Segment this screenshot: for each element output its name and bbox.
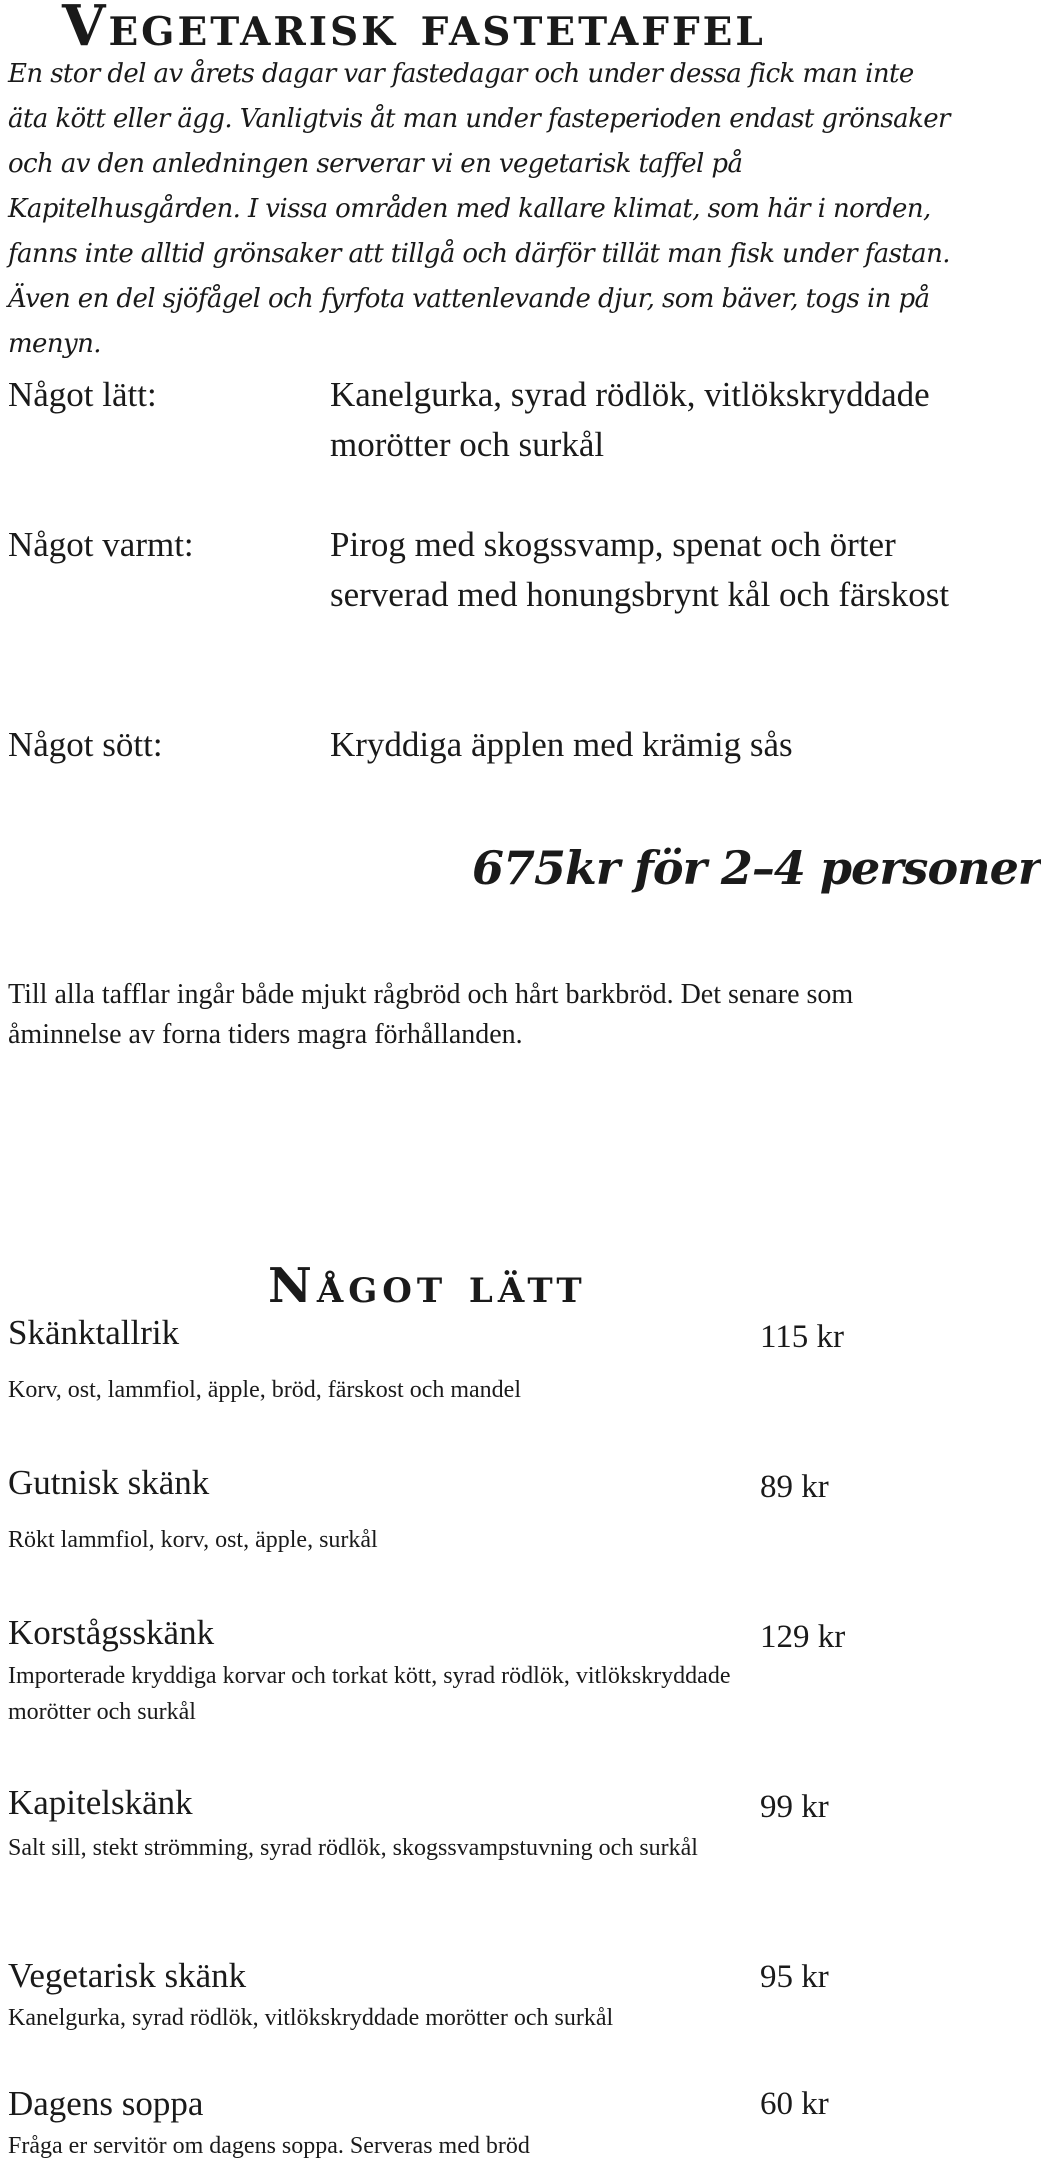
menu-item-description: Kanelgurka, syrad rödlök, vitlökskryddade morötter och surkål — [8, 2005, 614, 2031]
menu-item-name: Gutnisk skänk — [8, 1463, 210, 1502]
menu-item-price: 99 kr — [760, 1789, 829, 1825]
course-label-warm: Något varmt: — [8, 525, 194, 564]
menu-item-name: Dagens soppa — [8, 2084, 204, 2123]
page-title: Vegetarisk fastetaffel — [62, 0, 766, 59]
course-desc-sweet: Kryddiga äpplen med krämig sås — [330, 725, 793, 764]
menu-item-name: Kapitelskänk — [8, 1783, 193, 1822]
menu-item-price: 89 kr — [760, 1469, 829, 1505]
course-label-sweet: Något sött: — [8, 725, 163, 764]
course-label-light: Något lätt: — [8, 375, 157, 414]
menu-item-price: 115 kr — [760, 1319, 845, 1355]
course-desc-warm: Pirog med skogssvamp, spenat och örter serverad med honungsbrynt kål och färskost — [330, 525, 950, 614]
intro-text: En stor del av årets dagar var fastedagar och under dessa fick man inte äta kött eller ägg. Vanligtvis åt man under fasteperioden endast grönsaker och av den anledningen serverar vi en vegetarisk taffel på Kapitelhusgården. I vissa områden med kallare klimat, som här i norden, fanns inte alltid grönsaker att tillgå och därför tillät man fisk under fastan. Även en del sjöfågel och fyrfota vattenlevande djur, som bäver, togs in på menyn. — [8, 59, 950, 359]
bread-note: Till alla tafflar ingår både mjukt rågbröd och hårt barkbröd. Det senare som åminnelse av forna tiders magra förhållanden. — [8, 979, 854, 1050]
menu-item-name: Skänktallrik — [8, 1313, 180, 1352]
menu-item-price: 60 kr — [760, 2086, 829, 2122]
menu-item-description: Rökt lammfiol, korv, ost, äpple, surkål — [8, 1527, 378, 1553]
course-desc-light: Kanelgurka, syrad rödlök, vitlökskryddade morötter och surkål — [330, 375, 930, 464]
menu-item-description: Korv, ost, lammfiol, äpple, bröd, färskost och mandel — [8, 1377, 521, 1403]
section-title: Något lätt — [268, 1258, 587, 1314]
taffel-price: 675kr för 2–4 personer — [472, 841, 1041, 895]
menu-item-name: Vegetarisk skänk — [8, 1956, 247, 1995]
menu-item-description: Importerade kryddiga korvar och torkat kött, syrad rödlök, vitlökskryddade morötter och surkål — [8, 1663, 731, 1725]
menu-item-price: 95 kr — [760, 1959, 829, 1995]
menu-item-name: Korstågsskänk — [8, 1613, 215, 1652]
menu-item-price: 129 kr — [760, 1619, 846, 1655]
menu-item-description: Salt sill, stekt strömming, syrad rödlök, skogssvampstuvning och surkål — [8, 1835, 698, 1861]
menu-item-description: Fråga er servitör om dagens soppa. Serveras med bröd — [8, 2133, 530, 2159]
